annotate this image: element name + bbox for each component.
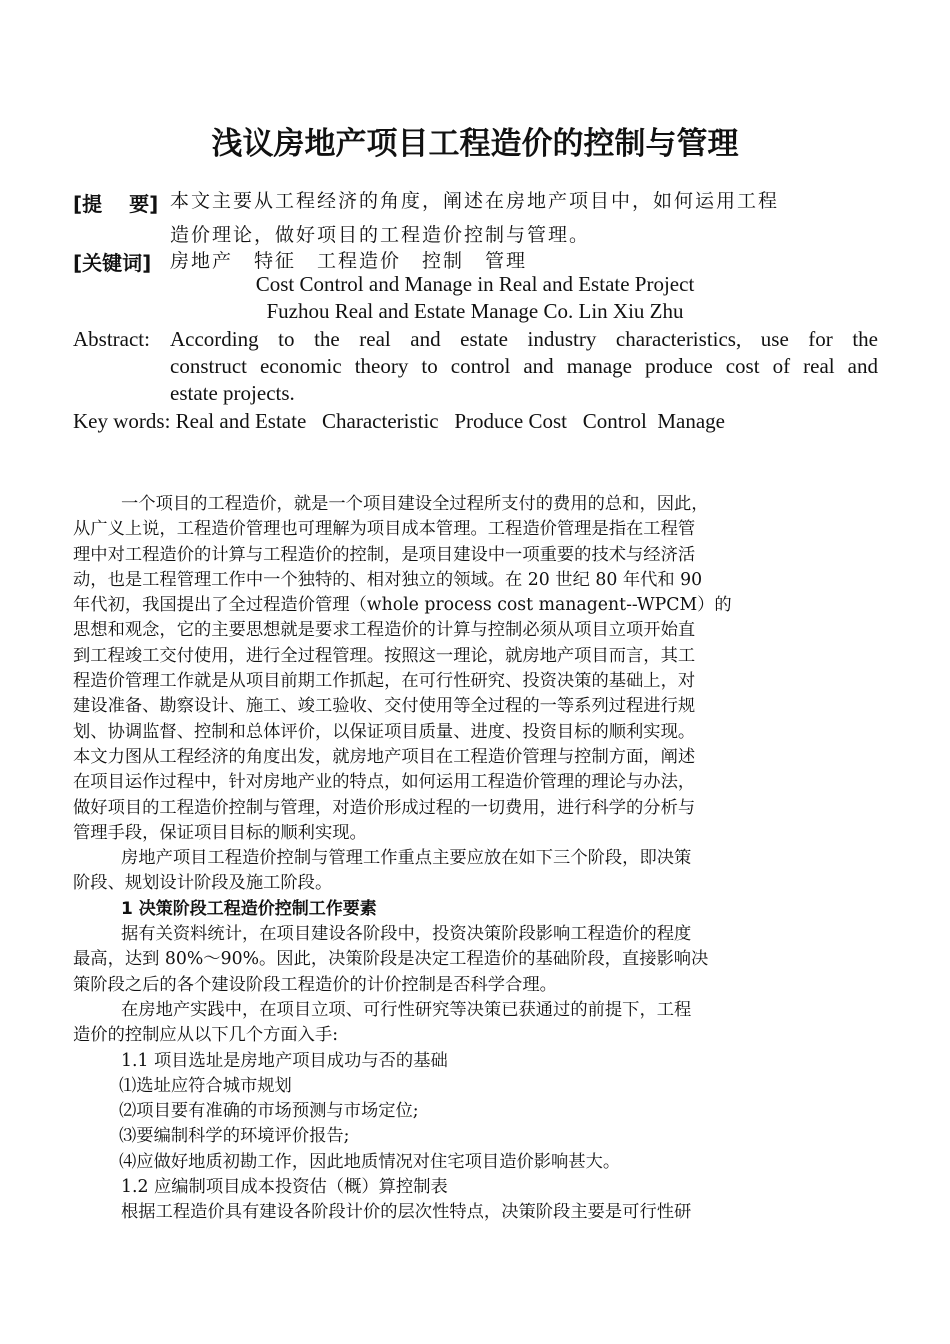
abstract-line: 本文主要从工程经济的角度，阐述在房地产项目中，如何运用工程 [170,190,780,212]
english-keywords: Key words: Real and Estate Characteristic Produce Cost Control Manage [73,409,726,433]
page-title: 浅议房地产项目工程造价的控制与管理 [211,126,739,162]
body-line: 策阶段之后的各个建设阶段工程造价的计价控制是否科学合理。 [73,974,557,995]
body-line: 1.1 项目选址是房地产项目成功与否的基础 [121,1050,448,1071]
body-line: 据有关资料统计，在项目建设各阶段中，投资决策阶段影响工程造价的程度 [121,924,692,945]
body-line: 房地产项目工程造价控制与管理工作重点主要应放在如下三个阶段，即决策 [121,848,692,869]
abstract-line: 造价理论，做好项目的工程造价控制与管理。 [170,224,591,246]
body-line: ⑶要编制科学的环境评价报告; [119,1126,350,1147]
section-heading: 1 决策阶段工程造价控制工作要素 [121,898,377,919]
body-line: 管理手段，保证项目目标的顺利实现。 [73,822,367,843]
body-line: 在房地产实践中，在项目立项、可行性研究等决策已获通过的前提下，工程 [121,999,692,1020]
body-line: 建设准备、勘察设计、施工、竣工验收、交付使用等全过程的一等系列过程进行规 [73,696,696,717]
body-line: 从广义上说，工程造价管理也可理解为项目成本管理。工程造价管理是指在工程管 [73,519,696,540]
body-line: 程造价管理工作就是从项目前期工作抓起，在可行性研究、投资决策的基础上，对 [73,671,696,692]
body-line: 最高，达到 80%～90%。因此，决策阶段是决定工程造价的基础阶段，直接影响决 [73,949,709,970]
body-line: 年代初，我国提出了全过程造价管理（whole process cost managent--WPCM）的 [73,595,732,616]
body-line: 在项目运作过程中，针对房地产业的特点，如何运用工程造价管理的理论与办法， [73,772,696,793]
body-line: 划、协调监督、控制和总体评价，以保证项目质量、进度、投资目标的顺利实现。 [73,721,696,742]
body-line: 根据工程造价具有建设各阶段计价的层次性特点，决策阶段主要是可行性研 [121,1202,692,1223]
body-line: 做好项目的工程造价控制与管理，对造价形成过程的一切费用，进行科学的分析与 [73,797,696,818]
body-line: 思想和观念，它的主要思想就是要求工程造价的计算与控制必须从项目立项开始直 [73,620,696,641]
english-abstract-label: Abstract: [73,327,150,351]
body-line: 本文力图从工程经济的角度出发，就房地产项目在工程造价管理与控制方面，阐述 [73,746,696,767]
english-author: Fuzhou Real and Estate Manage Co. Lin Xiu Zhu [266,299,684,323]
english-abstract-line: According to the real and estate industry characteristics, use for the [170,327,878,351]
body-line: ⑴选址应符合城市规划 [119,1075,292,1096]
keywords-label: [关键词] [73,251,152,275]
body-line: 造价的控制应从以下几个方面入手: [73,1025,339,1046]
body-line: 1.2 应编制项目成本投资估（概）算控制表 [121,1177,448,1198]
keywords-text: 房地产 特征 工程造价 控制 管理 [170,250,528,272]
body-line: 阶段、规划设计阶段及施工阶段。 [73,873,333,894]
abstract-label: [提 要] [73,192,159,216]
body-line: 到工程竣工交付使用，进行全过程管理。按照这一理论，就房地产项目而言，其工 [73,645,696,666]
english-title: Cost Control and Manage in Real and Estate Project [255,272,695,296]
body-line: ⑷应做好地质初勘工作，因此地质情况对住宅项目造价影响甚大。 [119,1151,621,1172]
english-abstract-line: estate projects. [170,381,295,405]
body-line: 理中对工程造价的计算与工程造价的控制，是项目建设中一项重要的技术与经济活 [73,544,696,565]
body-line: 一个项目的工程造价，就是一个项目建设全过程所支付的费用的总和，因此， [121,494,709,514]
body-text [73,492,878,1226]
english-abstract-line: construct economic theory to control and manage produce cost of real and [170,354,878,378]
body-line: 动，也是工程管理工作中一个独特的、相对独立的领域。在 20 世纪 80 年代和 90 [73,569,703,590]
body-line: ⑵项目要有准确的市场预测与市场定位; [119,1101,419,1122]
